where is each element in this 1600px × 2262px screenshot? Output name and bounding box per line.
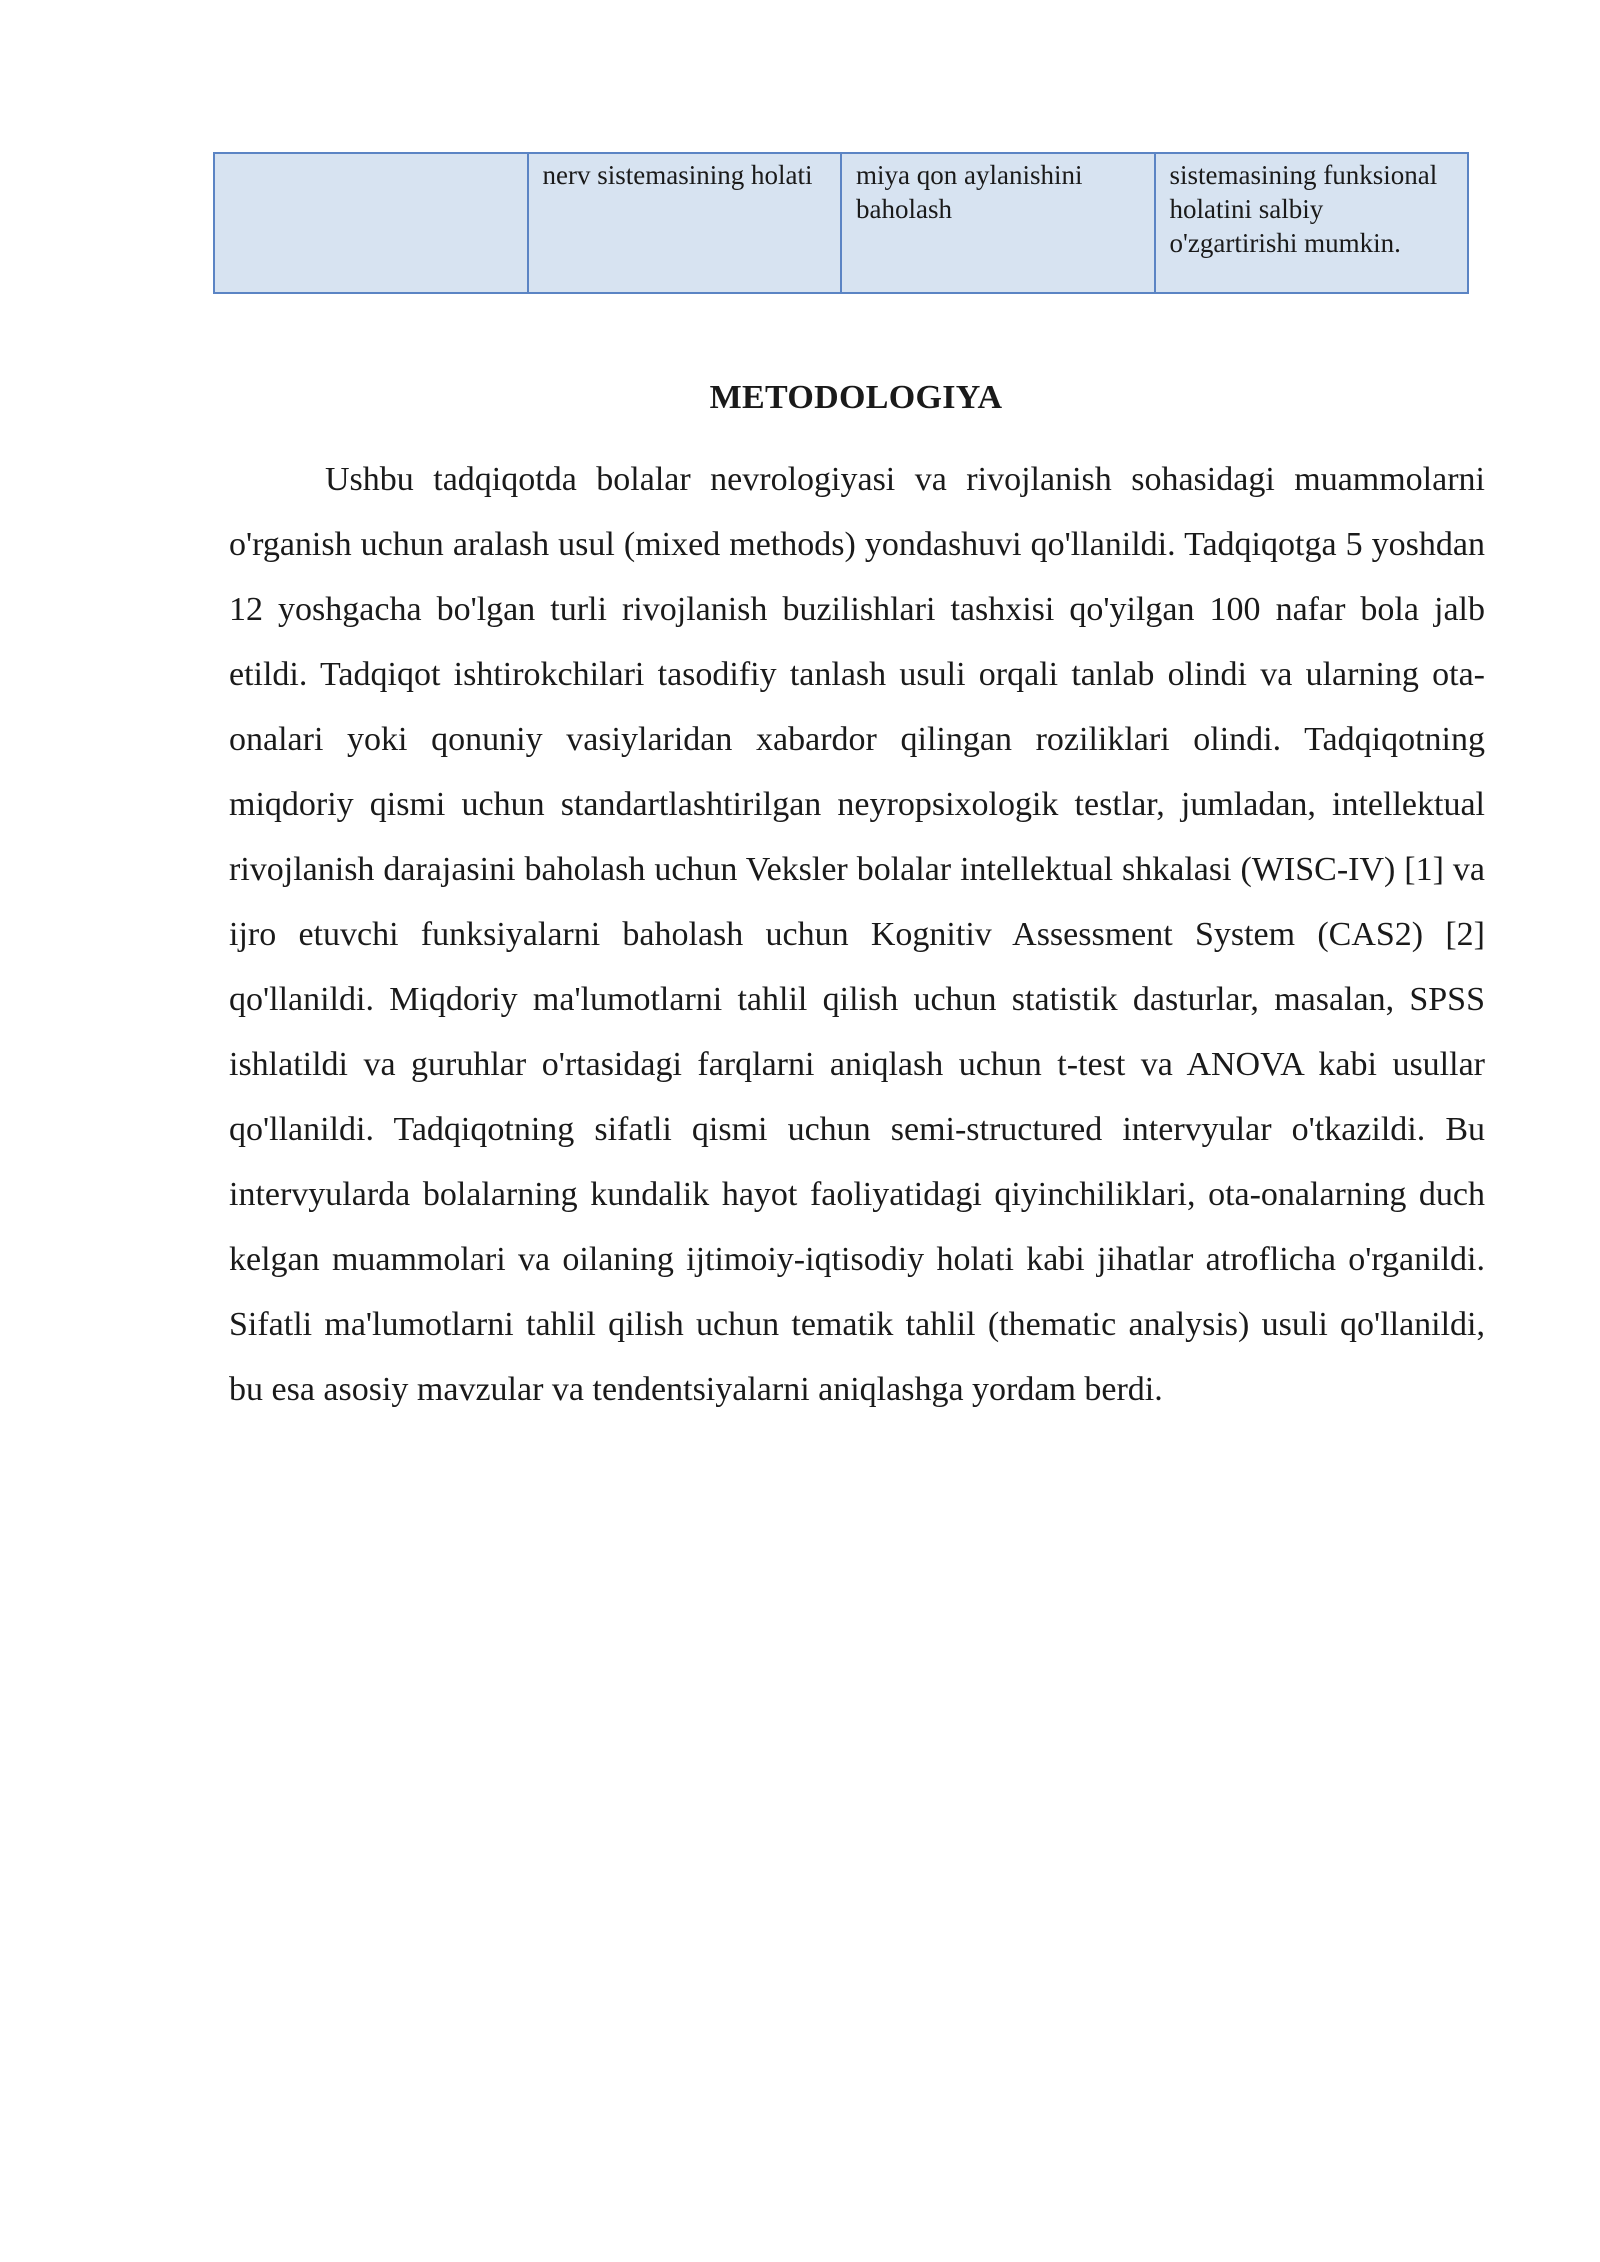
data-table <box>213 152 1469 294</box>
table-cell-2: nerv sistemasining holati <box>528 153 842 293</box>
table-cell-3: miya qon aylanishini baholash <box>841 153 1155 293</box>
table-cell-1 <box>214 153 528 293</box>
table-continuation <box>213 152 1469 294</box>
table-cell-4: sistemasining funksional holatini salbiy o'zgartirishi mumkin. <box>1155 153 1469 293</box>
section-heading: METODOLOGIYA <box>709 379 1003 416</box>
table-row <box>214 153 1468 293</box>
body-paragraph: Ushbu tadqiqotda bolalar nevrologiyasi va rivojlanish sohasidagi muammolarni o'rganish uchun aralash usul (mixed methods) yondashuvi qo'llanildi. Tadqiqotga 5 yoshdan 12 yoshgacha bo'lgan turli rivojlanish buzilishlari tashxisi qo'yilgan 100 nafar bola jalb etildi. Tadqiqot ishtirokchilari tasodifiy tanlash usuli orqali tanlab olindi va ularning ota-onalari yoki qonuniy vasiylaridan xabardor qilingan roziliklari olindi. Tadqiqotning miqdoriy qismi uchun standartlashtirilgan neyropsixologik testlar, jumladan, intellektual rivojlanish darajasini baholash uchun Veksler bolalar intellektual shkalasi (WISC-IV) [1] va ijro etuvchi funksiyalarni baholash uchun Kognitiv Assessment System (CAS2) [2] qo'llanildi. Miqdoriy ma'lumotlarni tahlil qilish uchun statistik dasturlar, masalan, SPSS ishlatildi va guruhlar o'rtasidagi farqlarni aniqlash uchun t-test va ANOVA kabi usullar qo'llanildi. Tadqiqotning sifatli qismi uchun semi-structured intervyular o'tkazildi. Bu intervyularda bolalarning kundalik hayot faoliyatidagi qiyinchiliklari, ota-onalarning duch kelgan muammolari va oilaning ijtimoiy-iqtisodiy holati kabi jihatlar atroflicha o'rganildi. Sifatli ma'lumotlarni tahlil qilish uchun tematik tahlil (thematic analysis) usuli qo'llanildi, bu esa asosiy mavzular va tendentsiyalarni aniqlashga yordam berdi. <box>229 461 1485 1408</box>
